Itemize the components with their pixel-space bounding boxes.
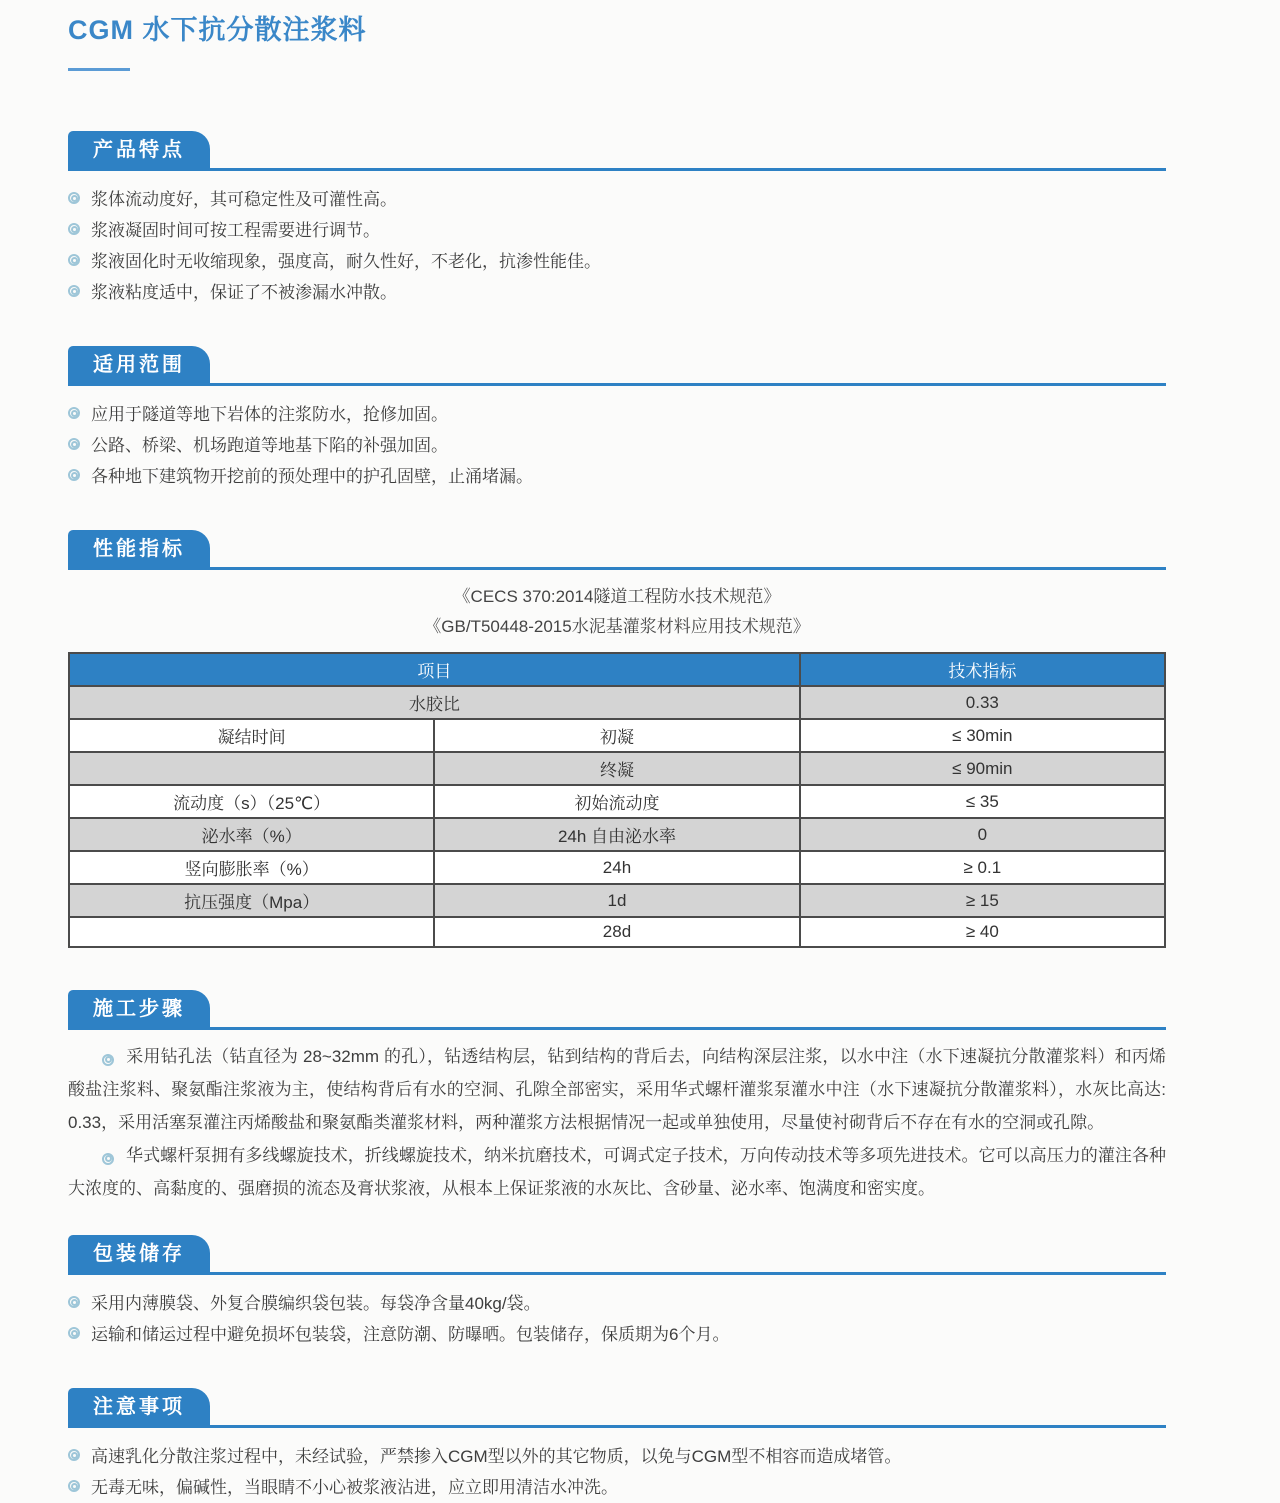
table-row — [69, 851, 1165, 884]
list-item — [68, 399, 1166, 430]
table-row — [69, 785, 1165, 818]
section-heading-tab: 注意事项 — [68, 1388, 210, 1425]
table-cell: 24h 自由泌水率 — [434, 818, 799, 851]
section-scope — [68, 346, 1166, 492]
bullet-text: 高速乳化分散注浆过程中，未经试验，严禁掺入CGM型以外的其它物质，以免与CGM型不相容而造成堵管。 — [91, 1447, 902, 1466]
table-header-index: 技术指标 — [800, 653, 1165, 686]
table-cell — [69, 752, 434, 785]
table-cell: ≥ 40 — [800, 917, 1165, 947]
paragraph-text: 华式螺杆泵拥有多线螺旋技术，折线螺旋技术，纳米抗磨技术，可调式定子技术，万向传动技术等多项先进技术。它可以高压力的灌注各种大浓度的、高黏度的、强磨损的流态及膏状浆液，从根本上保证浆液的水灰比、含砂量、泌水率、饱满度和密实度。 — [68, 1146, 1166, 1198]
table-row — [69, 686, 1165, 719]
table-cell: 0.33 — [800, 686, 1165, 719]
table-cell: 28d — [434, 917, 799, 947]
section-precautions — [68, 1388, 1166, 1503]
section-head — [68, 1388, 1166, 1428]
table-cell: 24h — [434, 851, 799, 884]
list-item — [68, 1441, 1166, 1472]
bullet-text: 浆体流动度好，其可稳定性及可灌性高。 — [91, 190, 397, 209]
bullet-text: 应用于隧道等地下岩体的注浆防水，抢修加固。 — [91, 405, 448, 424]
list-item — [68, 215, 1166, 246]
paragraph-text: 采用钻孔法（钻直径为 28~32mm 的孔），钻透结构层，钻到结构的背后去，向结构深层注浆，以水中注（水下速凝抗分散灌浆料）和丙烯酸盐注浆料、聚氨酯注浆液为主，使结构背后有水的空洞、孔隙全部密实，采用华式螺杆灌浆泵灌水中注（水下速凝抗分散灌浆料），水灰比高达: 0.33，采用活塞泵灌注丙烯酸盐和聚氨酯类灌浆材料，两种灌浆方法根据情况一起或单独使用，尽量使衬砌背后不存在有水的空洞或孔隙。 — [68, 1047, 1166, 1132]
table-cell: 竖向膨胀率（%） — [69, 851, 434, 884]
ring-bullet-icon — [68, 285, 80, 297]
section-divider — [68, 567, 1166, 570]
table-row — [69, 884, 1165, 917]
bullet-text: 无毒无味，偏碱性，当眼睛不小心被浆液沾进，应立即用清洁水冲洗。 — [91, 1478, 618, 1497]
performance-table — [68, 652, 1166, 948]
table-cell — [69, 917, 434, 947]
table-cell: 终凝 — [434, 752, 799, 785]
section-heading-tab: 适用范围 — [68, 346, 210, 383]
table-row — [69, 818, 1165, 851]
list-item — [68, 1288, 1166, 1319]
section-head — [68, 1235, 1166, 1275]
packaging-list — [68, 1288, 1166, 1350]
bullet-text: 各种地下建筑物开挖前的预处理中的护孔固壁，止涌堵漏。 — [91, 467, 533, 486]
standards-line: 《GB/T50448-2015水泥基灌浆材料应用技术规范》 — [424, 617, 810, 636]
ring-bullet-icon — [68, 469, 80, 481]
bullet-text: 运输和储运过程中避免损坏包装袋，注意防潮、防曝晒。包装储存，保质期为6个月。 — [91, 1325, 730, 1344]
list-item — [68, 461, 1166, 492]
section-heading-tab: 产品特点 — [68, 131, 210, 168]
features-list — [68, 184, 1166, 308]
ring-bullet-icon — [68, 1449, 80, 1461]
table-row — [69, 917, 1165, 947]
paragraph — [68, 1040, 1166, 1139]
table-cell: 水胶比 — [69, 686, 800, 719]
section-heading-tab: 施工步骤 — [68, 990, 210, 1027]
table-cell: 抗压强度（Mpa） — [69, 884, 434, 917]
list-item — [68, 430, 1166, 461]
document-header — [68, 12, 1166, 71]
list-item — [68, 1472, 1166, 1503]
page-title: CGM 水下抗分散注浆料 — [68, 15, 367, 45]
precautions-list — [68, 1441, 1166, 1503]
table-header-item: 项目 — [69, 653, 800, 686]
table-cell: ≥ 0.1 — [800, 851, 1165, 884]
table-cell: 1d — [434, 884, 799, 917]
section-head — [68, 530, 1166, 570]
section-heading-tab: 性能指标 — [68, 530, 210, 567]
table-cell: 流动度（s）（25℃） — [69, 785, 434, 818]
ring-bullet-icon — [68, 254, 80, 266]
table-row — [69, 719, 1165, 752]
bullet-text: 公路、桥梁、机场跑道等地基下陷的补强加固。 — [91, 436, 448, 455]
bullet-text: 浆液凝固时间可按工程需要进行调节。 — [91, 221, 380, 240]
ring-bullet-icon — [68, 1480, 80, 1492]
ring-bullet-icon — [102, 1054, 114, 1066]
table-cell: 初凝 — [434, 719, 799, 752]
section-performance — [68, 530, 1166, 948]
list-item — [68, 246, 1166, 277]
scope-list — [68, 399, 1166, 492]
table-cell: 凝结时间 — [69, 719, 434, 752]
table-cell: 0 — [800, 818, 1165, 851]
construction-paragraphs — [68, 1040, 1166, 1205]
table-cell: ≥ 15 — [800, 884, 1165, 917]
table-cell: 初始流动度 — [434, 785, 799, 818]
standards-line: 《CECS 370:2014隧道工程防水技术规范》 — [453, 587, 781, 606]
ring-bullet-icon — [68, 407, 80, 419]
table-cell: ≤ 90min — [800, 752, 1165, 785]
bullet-text: 浆液粘度适中，保证了不被渗漏水冲散。 — [91, 283, 397, 302]
table-cell: 泌水率（%） — [69, 818, 434, 851]
paragraph — [68, 1139, 1166, 1205]
section-divider — [68, 168, 1166, 171]
table-cell: ≤ 30min — [800, 719, 1165, 752]
ring-bullet-icon — [68, 192, 80, 204]
section-divider — [68, 383, 1166, 386]
standards-block — [68, 582, 1166, 642]
table-row — [69, 752, 1165, 785]
section-head — [68, 131, 1166, 171]
table-header-row — [69, 653, 1165, 686]
ring-bullet-icon — [68, 438, 80, 450]
section-construction — [68, 990, 1166, 1205]
section-divider — [68, 1272, 1166, 1275]
ring-bullet-icon — [68, 1296, 80, 1308]
section-features — [68, 131, 1166, 308]
section-divider — [68, 1027, 1166, 1030]
bullet-text: 浆液固化时无收缩现象，强度高，耐久性好，不老化，抗渗性能佳。 — [91, 252, 601, 271]
ring-bullet-icon — [102, 1153, 114, 1165]
ring-bullet-icon — [68, 1327, 80, 1339]
list-item — [68, 184, 1166, 215]
section-divider — [68, 1425, 1166, 1428]
list-item — [68, 277, 1166, 308]
section-head — [68, 990, 1166, 1030]
section-heading-tab: 包装储存 — [68, 1235, 210, 1272]
section-packaging — [68, 1235, 1166, 1350]
title-underline — [68, 68, 130, 71]
bullet-text: 采用内薄膜袋、外复合膜编织袋包装。每袋净含量40kg/袋。 — [91, 1294, 541, 1313]
ring-bullet-icon — [68, 223, 80, 235]
list-item — [68, 1319, 1166, 1350]
table-cell: ≤ 35 — [800, 785, 1165, 818]
section-head — [68, 346, 1166, 386]
